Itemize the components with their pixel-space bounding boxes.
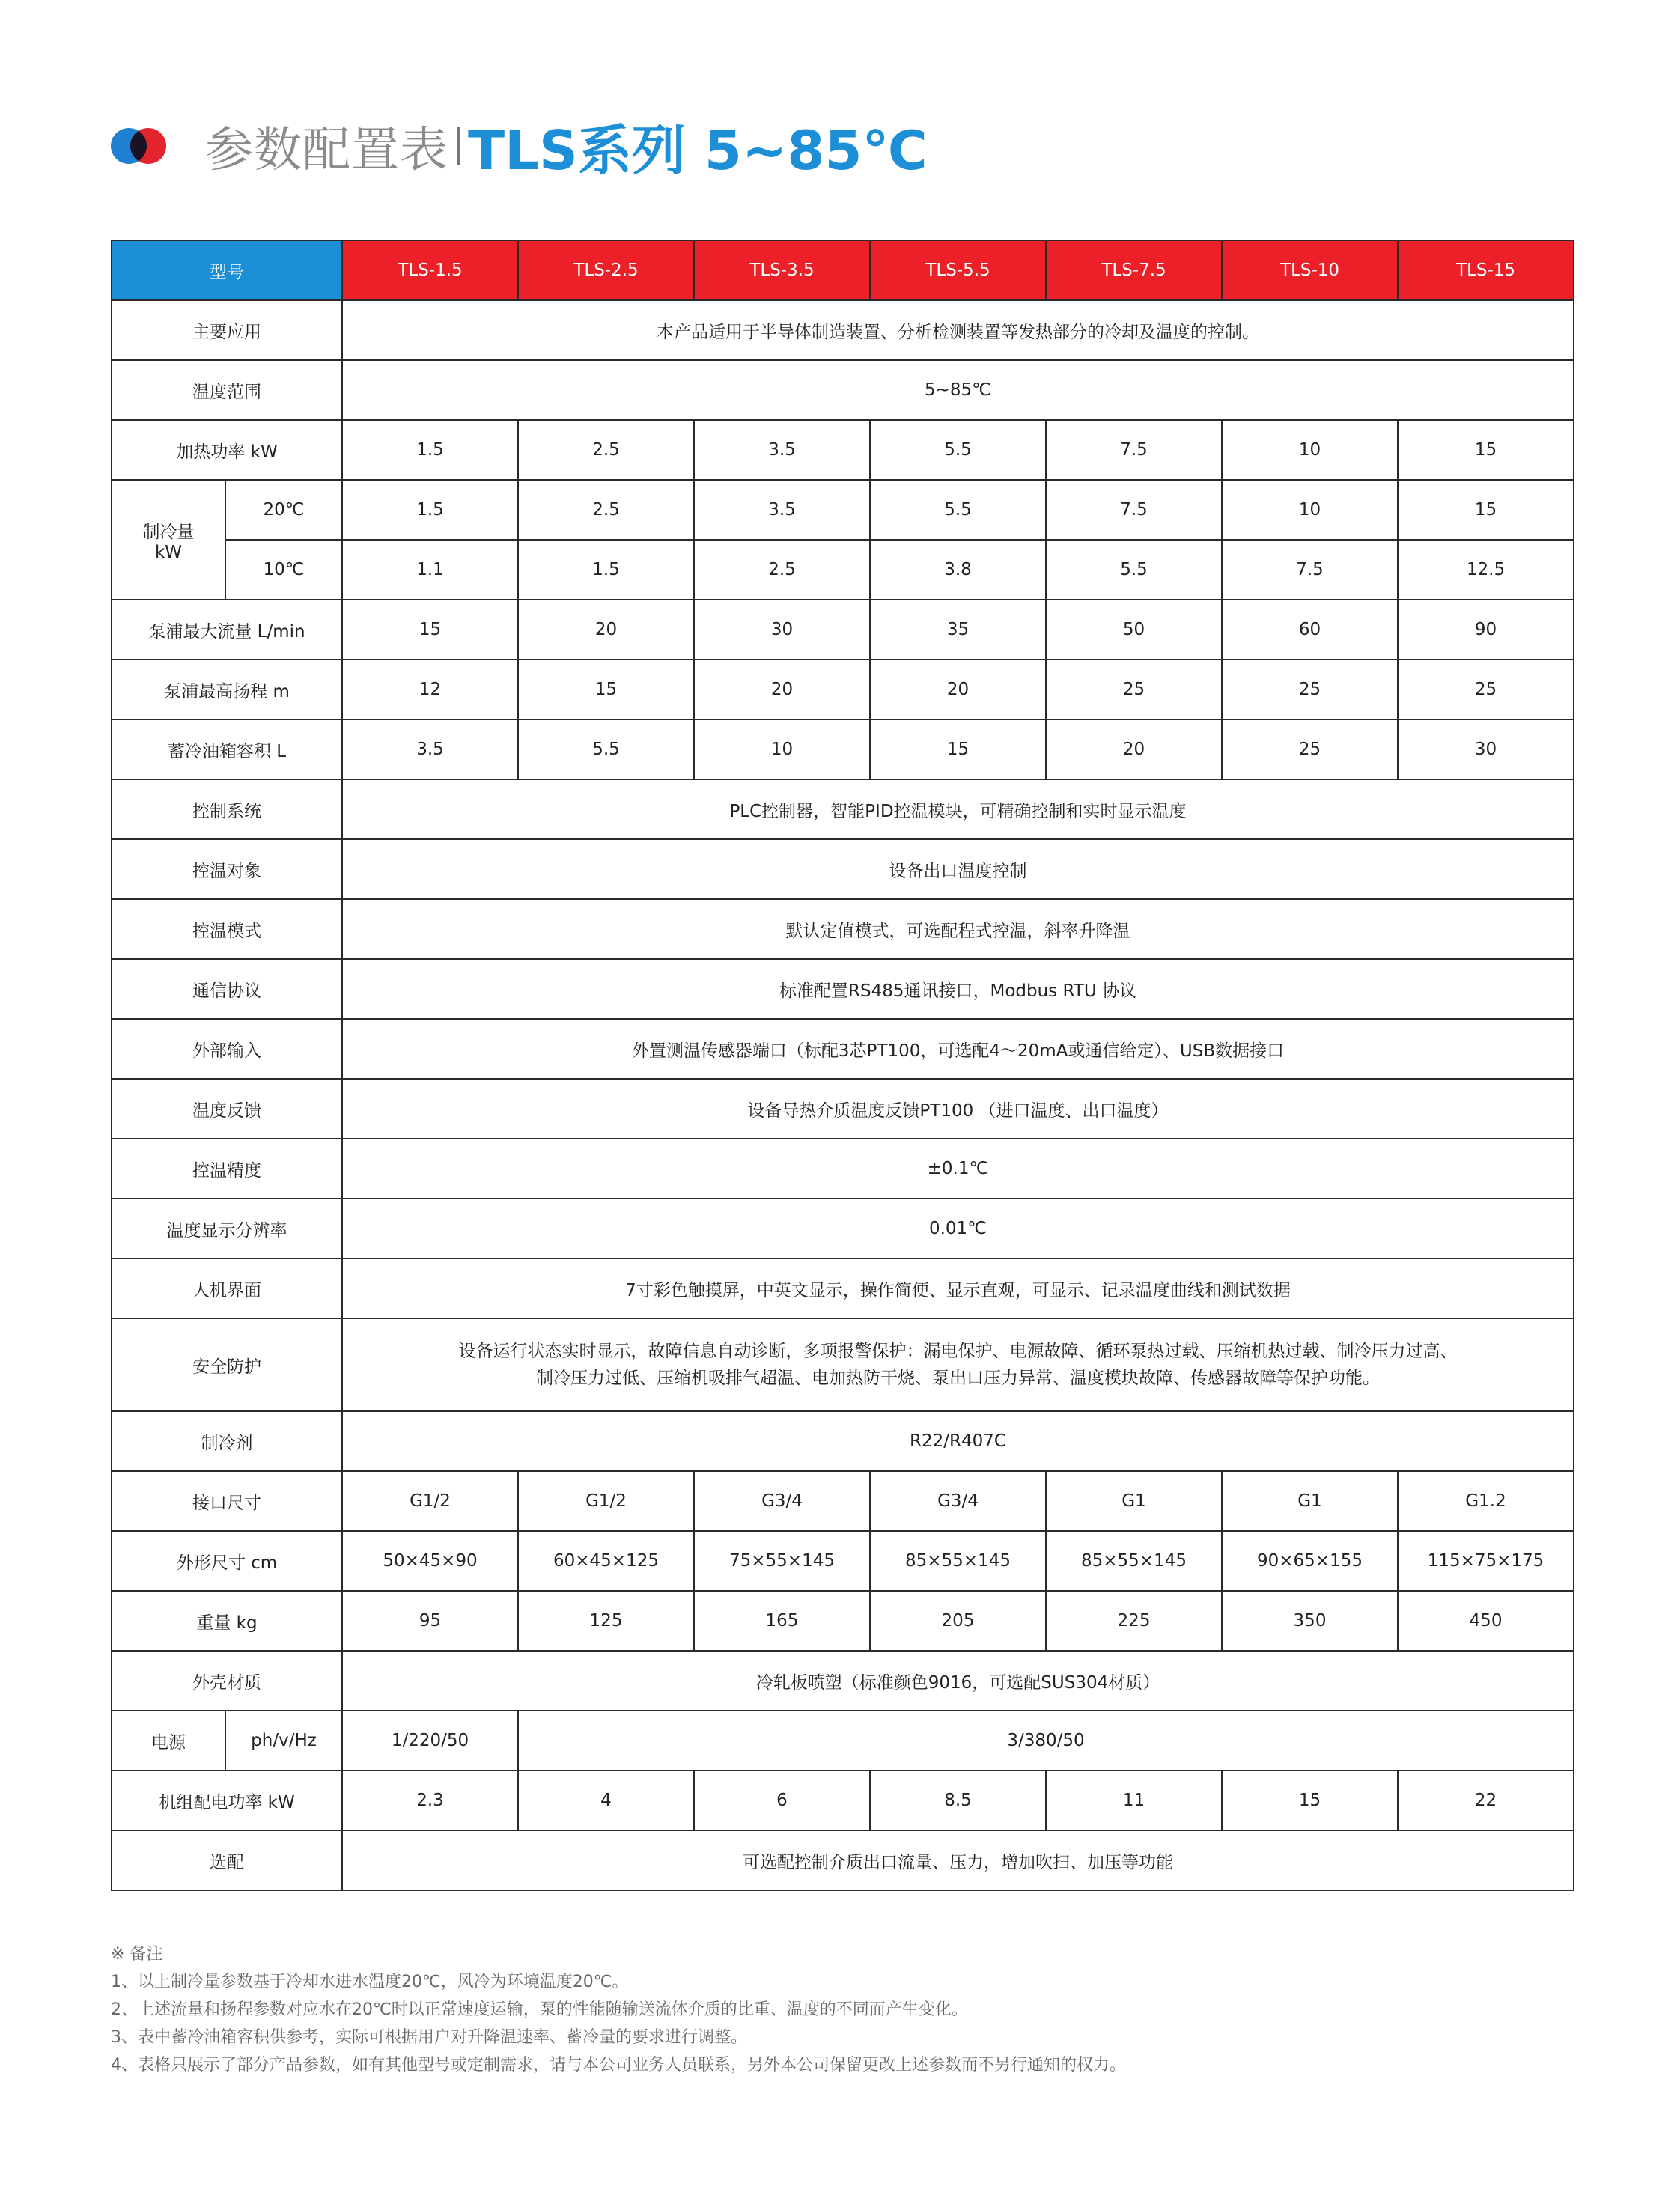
- cell-value: 1.5: [518, 540, 694, 600]
- safety-line: 制冷压力过低、压缩机吸排气超温、电加热防干烧、泵出口压力异常、温度模块故障、传感器故障等保护功能。: [536, 1369, 1380, 1388]
- table-row: [112, 1139, 1574, 1199]
- row-label: 通信协议: [112, 959, 342, 1019]
- cell-value: 22: [1398, 1771, 1574, 1830]
- cell-value: 1.5: [342, 420, 518, 480]
- table-row: [112, 1258, 1574, 1318]
- cell-value: 30: [694, 600, 870, 660]
- notes-section: [111, 1940, 1126, 2079]
- row-label: 加热功率 kW: [112, 420, 342, 480]
- cell-value: 25: [1046, 660, 1222, 719]
- cell-value: 115×75×175: [1398, 1531, 1574, 1591]
- cell-value: 7.5: [1046, 420, 1222, 480]
- cell-value: G1: [1222, 1471, 1398, 1531]
- table-row: [112, 1651, 1574, 1711]
- row-value: 标准配置RS485通讯接口，Modbus RTU 协议: [342, 959, 1574, 1019]
- table-row: [112, 899, 1574, 959]
- row-value: R22/R407C: [342, 1411, 1574, 1471]
- row-label: 控温精度: [112, 1139, 342, 1199]
- cell-value: 6: [694, 1771, 870, 1830]
- cell-value: 15: [518, 660, 694, 719]
- cell-value: 20: [694, 660, 870, 719]
- cell-value: G3/4: [870, 1471, 1046, 1531]
- row-value: 0.01℃: [342, 1199, 1574, 1258]
- row-label: 主要应用: [112, 300, 342, 360]
- cooling-label-line1: 制冷量: [142, 522, 195, 542]
- cell-value: 50×45×90: [342, 1531, 518, 1591]
- sub-label: 10℃: [225, 540, 342, 600]
- cell-value: 5.5: [518, 719, 694, 779]
- cell-value: 5.5: [1046, 540, 1222, 600]
- row-value: 本产品适用于半导体制造装置、分析检测装置等发热部分的冷却及温度的控制。: [342, 300, 1574, 360]
- row-label: 选配: [112, 1830, 342, 1890]
- cell-value: 35: [870, 600, 1046, 660]
- model-cell: TLS-2.5: [518, 240, 694, 300]
- table-header-row: [112, 240, 1574, 300]
- row-value: 3/380/50: [518, 1711, 1574, 1771]
- cell-value: 2.5: [518, 420, 694, 480]
- title-divider: [457, 127, 460, 165]
- cell-value: G1/2: [518, 1471, 694, 1531]
- row-label: 泵浦最高扬程 m: [112, 660, 342, 719]
- cell-value: 3.8: [870, 540, 1046, 600]
- cell-value: 8.5: [870, 1771, 1046, 1830]
- cell-value: 50: [1046, 600, 1222, 660]
- cell-value: 1.1: [342, 540, 518, 600]
- table-row: [112, 300, 1574, 360]
- row-label: 温度显示分辨率: [112, 1199, 342, 1258]
- table-row: [112, 660, 1574, 719]
- cell-value: 2.5: [518, 480, 694, 540]
- cell-value: 15: [342, 600, 518, 660]
- model-cell: TLS-10: [1222, 240, 1398, 300]
- cell-value: 20: [1046, 719, 1222, 779]
- cell-value: 12: [342, 660, 518, 719]
- model-header-cell: 型号: [112, 240, 342, 300]
- cell-value: 1/220/50: [342, 1711, 518, 1771]
- cell-value: G3/4: [694, 1471, 870, 1531]
- note-item: 3、表中蓄冷油箱容积供参考，实际可根据用户对升降温速率、蓄冷量的要求进行调整。: [111, 2028, 747, 2047]
- table-row: [112, 1830, 1574, 1890]
- table-row: [112, 839, 1574, 899]
- row-label: 制冷剂: [112, 1411, 342, 1471]
- series-title: TLS系列 5~85℃: [468, 119, 928, 182]
- logo-icon: [111, 125, 171, 167]
- cell-value: 60×45×125: [518, 1531, 694, 1591]
- spec-table: [111, 240, 1574, 1891]
- cell-value: 225: [1046, 1591, 1222, 1651]
- row-label: 外形尺寸 cm: [112, 1531, 342, 1591]
- row-label: 安全防护: [112, 1318, 342, 1411]
- table-row: [112, 719, 1574, 779]
- model-cell: TLS-3.5: [694, 240, 870, 300]
- cell-value: 25: [1222, 719, 1398, 779]
- cell-value: 2.5: [694, 540, 870, 600]
- row-label: 电源: [112, 1711, 225, 1771]
- cell-value: 25: [1222, 660, 1398, 719]
- cell-value: 12.5: [1398, 540, 1574, 600]
- row-value: 可选配控制介质出口流量、压力，增加吹扫、加压等功能: [342, 1830, 1574, 1890]
- table-row: [112, 1199, 1574, 1258]
- model-cell: TLS-1.5: [342, 240, 518, 300]
- table-row: [112, 1711, 1574, 1771]
- sub-label: ph/v/Hz: [225, 1711, 342, 1771]
- table-row: [112, 540, 1574, 600]
- cell-value: 11: [1046, 1771, 1222, 1830]
- row-label: 接口尺寸: [112, 1471, 342, 1531]
- note-item: 1、以上制冷量参数基于冷却水进水温度20℃，风冷为环境温度20℃。: [111, 1973, 629, 1991]
- row-value: [342, 1318, 1574, 1411]
- cell-value: 5.5: [870, 420, 1046, 480]
- notes-title: ※ 备注: [111, 1945, 163, 1964]
- cell-value: 75×55×145: [694, 1531, 870, 1591]
- cell-value: 90: [1398, 600, 1574, 660]
- cell-value: 60: [1222, 600, 1398, 660]
- cell-value: 30: [1398, 719, 1574, 779]
- cell-value: 10: [1222, 480, 1398, 540]
- table-row: [112, 360, 1574, 420]
- table-row: [112, 1019, 1574, 1079]
- note-item: 4、表格只展示了部分产品参数，如有其他型号或定制需求，请与本公司业务人员联系，另外本公司保留更改上述参数而不另行通知的权力。: [111, 2056, 1127, 2074]
- table-row: [112, 420, 1574, 480]
- cell-value: 85×55×145: [870, 1531, 1046, 1591]
- cell-value: 5.5: [870, 480, 1046, 540]
- cell-value: 3.5: [694, 480, 870, 540]
- table-row: [112, 1318, 1574, 1411]
- cell-value: 3.5: [694, 420, 870, 480]
- row-value: 5~85℃: [342, 360, 1574, 420]
- row-value: PLC控制器，智能PID控温模块，可精确控制和实时显示温度: [342, 779, 1574, 839]
- cell-value: 90×65×155: [1222, 1531, 1398, 1591]
- table-row: [112, 1079, 1574, 1139]
- cooling-label-line2: kW: [154, 542, 183, 562]
- cell-value: 15: [1398, 420, 1574, 480]
- row-label: 蓄冷油箱容积 L: [112, 719, 342, 779]
- page-title: 参数配置表: [205, 123, 448, 178]
- cell-value: 7.5: [1046, 480, 1222, 540]
- row-label: 控制系统: [112, 779, 342, 839]
- cell-value: 10: [1222, 420, 1398, 480]
- cooling-label: [112, 480, 225, 600]
- cell-value: 25: [1398, 660, 1574, 719]
- cell-value: 7.5: [1222, 540, 1398, 600]
- row-value: ±0.1℃: [342, 1139, 1574, 1199]
- table-row: [112, 779, 1574, 839]
- cell-value: 4: [518, 1771, 694, 1830]
- table-row: [112, 1471, 1574, 1531]
- cell-value: 350: [1222, 1591, 1398, 1651]
- row-label: 外壳材质: [112, 1651, 342, 1711]
- cell-value: 125: [518, 1591, 694, 1651]
- row-label: 温度范围: [112, 360, 342, 420]
- row-value: 设备导热介质温度反馈PT100 （进口温度、出口温度）: [342, 1079, 1574, 1139]
- row-value: 设备出口温度控制: [342, 839, 1574, 899]
- row-label: 人机界面: [112, 1258, 342, 1318]
- cell-value: 15: [1398, 480, 1574, 540]
- cell-value: 3.5: [342, 719, 518, 779]
- table-row: [112, 1591, 1574, 1651]
- note-item: 2、上述流量和扬程参数对应水在20℃时以正常速度运输，泵的性能随输送流体介质的比重、温度的不同而产生变化。: [111, 2000, 968, 2019]
- cell-value: 205: [870, 1591, 1046, 1651]
- cell-value: G1/2: [342, 1471, 518, 1531]
- cell-value: 15: [1222, 1771, 1398, 1830]
- sub-label: 20℃: [225, 480, 342, 540]
- table-row: [112, 1771, 1574, 1830]
- row-label: 控温模式: [112, 899, 342, 959]
- cell-value: 95: [342, 1591, 518, 1651]
- model-cell: TLS-5.5: [870, 240, 1046, 300]
- table-row: [112, 600, 1574, 660]
- row-label: 泵浦最大流量 L/min: [112, 600, 342, 660]
- row-value: 冷轧板喷塑（标准颜色9016，可选配SUS304材质）: [342, 1651, 1574, 1711]
- table-row: [112, 959, 1574, 1019]
- row-label: 控温对象: [112, 839, 342, 899]
- cell-value: 10: [694, 719, 870, 779]
- model-cell: TLS-7.5: [1046, 240, 1222, 300]
- cell-value: 15: [870, 719, 1046, 779]
- cell-value: 450: [1398, 1591, 1574, 1651]
- cell-value: 20: [518, 600, 694, 660]
- table-row: [112, 480, 1574, 540]
- row-value: 外置测温传感器端口（标配3芯PT100，可选配4～20mA或通信给定）、USB数据接口: [342, 1019, 1574, 1079]
- cell-value: G1.2: [1398, 1471, 1574, 1531]
- row-label: 机组配电功率 kW: [112, 1771, 342, 1830]
- model-cell: TLS-15: [1398, 240, 1574, 300]
- cell-value: 2.3: [342, 1771, 518, 1830]
- row-label: 温度反馈: [112, 1079, 342, 1139]
- row-label: 重量 kg: [112, 1591, 342, 1651]
- safety-line: 设备运行状态实时显示，故障信息自动诊断，多项报警保护：漏电保护、电源故障、循环泵热过载、压缩机热过载、制冷压力过高、: [458, 1342, 1458, 1361]
- cell-value: G1: [1046, 1471, 1222, 1531]
- row-value: 7寸彩色触摸屏，中英文显示，操作简便、显示直观，可显示、记录温度曲线和测试数据: [342, 1258, 1574, 1318]
- cell-value: 20: [870, 660, 1046, 719]
- page-header: [111, 112, 928, 180]
- cell-value: 1.5: [342, 480, 518, 540]
- table-row: [112, 1531, 1574, 1591]
- cell-value: 85×55×145: [1046, 1531, 1222, 1591]
- table-row: [112, 1411, 1574, 1471]
- row-label: 外部输入: [112, 1019, 342, 1079]
- cell-value: 165: [694, 1591, 870, 1651]
- row-value: 默认定值模式，可选配程式控温，斜率升降温: [342, 899, 1574, 959]
